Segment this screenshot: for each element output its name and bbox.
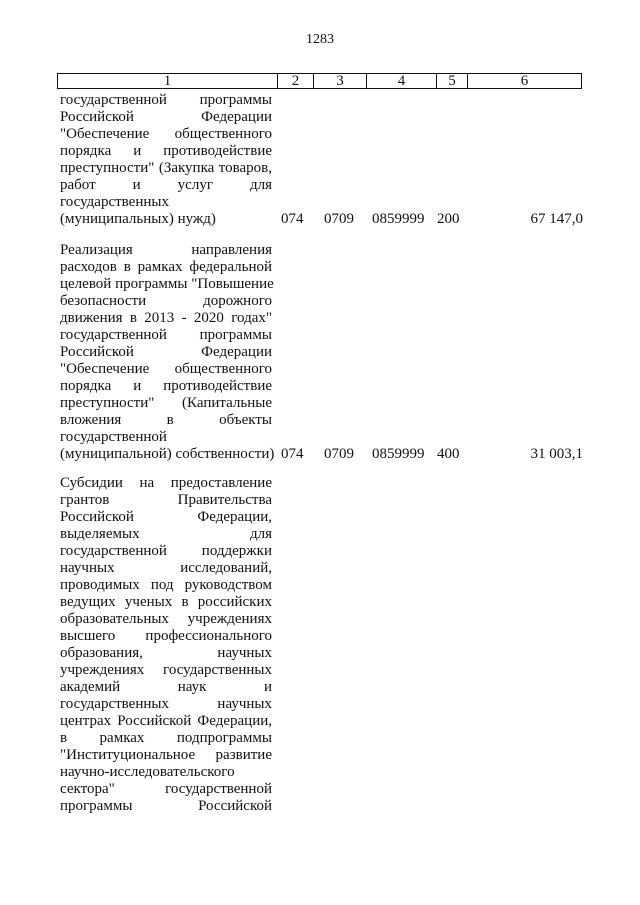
description-line: центрах Российской Федерации, <box>60 713 272 729</box>
description-line: порядка и противодействие <box>60 143 272 159</box>
cell-rzpr: 0709 <box>324 211 354 227</box>
description-line: (муниципальных) нужд) <box>60 211 216 227</box>
description-line: "Обеспечение общественного <box>60 361 272 377</box>
description-line: образования, научных <box>60 645 272 661</box>
page-number: 1283 <box>306 32 334 47</box>
header-col-1: 1 <box>163 73 172 89</box>
header-col-4: 4 <box>366 74 436 88</box>
description-line: работ и услуг для <box>60 177 272 193</box>
cell-csr: 0859999 <box>372 211 425 227</box>
description-line: государственной программы <box>60 327 272 343</box>
description-line: государственных научных <box>60 696 272 712</box>
description-line: преступности" (Капитальные <box>60 395 272 411</box>
header-col-3: 3 <box>313 74 366 88</box>
description-line: порядка и противодействие <box>60 378 272 394</box>
description-line: государственной <box>60 429 167 445</box>
description-line: научно-исследовательского <box>60 764 235 780</box>
cell-vr: 200 <box>437 211 460 227</box>
table-row-description <box>60 242 275 463</box>
description-line: научных исследований, <box>60 560 272 576</box>
description-line: государственной программы <box>60 92 272 108</box>
table-header <box>57 73 582 89</box>
description-line: Российской Федерации <box>60 109 272 125</box>
description-line: целевой программы "Повышение <box>60 276 274 292</box>
description-line: государственных <box>60 194 169 210</box>
cell-vr: 400 <box>437 446 460 462</box>
description-line: сектора" государственной <box>60 781 272 797</box>
description-line: вложения в объекты <box>60 412 272 428</box>
cell-sum: 67 147,0 <box>530 211 583 227</box>
description-line: академий наук и <box>60 679 272 695</box>
table-row-description <box>60 92 272 228</box>
description-line: проводимых под руководством <box>60 577 272 593</box>
description-line: безопасности дорожного <box>60 293 272 309</box>
description-line: выделяемых для <box>60 526 272 542</box>
description-line: Российской Федерации, <box>60 509 272 525</box>
description-line: государственной поддержки <box>60 543 272 559</box>
cell-ved: 074 <box>281 211 304 227</box>
header-col-2: 2 <box>277 74 313 88</box>
description-line: (муниципальной) собственности) <box>60 446 275 462</box>
description-line: расходов в рамках федеральной <box>60 259 272 275</box>
description-line: преступности" (Закупка товаров, <box>60 160 272 176</box>
header-col-5: 5 <box>436 74 467 88</box>
cell-ved: 074 <box>281 446 304 462</box>
table-row-description <box>60 475 272 815</box>
description-line: грантов Правительства <box>60 492 272 508</box>
description-line: движения в 2013 - 2020 годах" <box>60 310 272 326</box>
cell-csr: 0859999 <box>372 446 425 462</box>
description-line: образовательных учреждениях <box>60 611 272 627</box>
description-line: учреждениях государственных <box>60 662 272 678</box>
description-line: "Обеспечение общественного <box>60 126 272 142</box>
description-line: Российской Федерации <box>60 344 272 360</box>
header-col-6: 6 <box>467 74 581 88</box>
description-line: высшего профессионального <box>60 628 272 644</box>
description-line: в рамках подпрограммы <box>60 730 272 746</box>
description-line: программы Российской <box>60 798 272 814</box>
cell-rzpr: 0709 <box>324 446 354 462</box>
cell-sum: 31 003,1 <box>530 446 583 462</box>
description-line: Реализация направления <box>60 242 272 258</box>
description-line: ведущих ученых в российских <box>60 594 272 610</box>
description-line: "Институциональное развитие <box>60 747 272 763</box>
description-line: Субсидии на предоставление <box>60 475 272 491</box>
